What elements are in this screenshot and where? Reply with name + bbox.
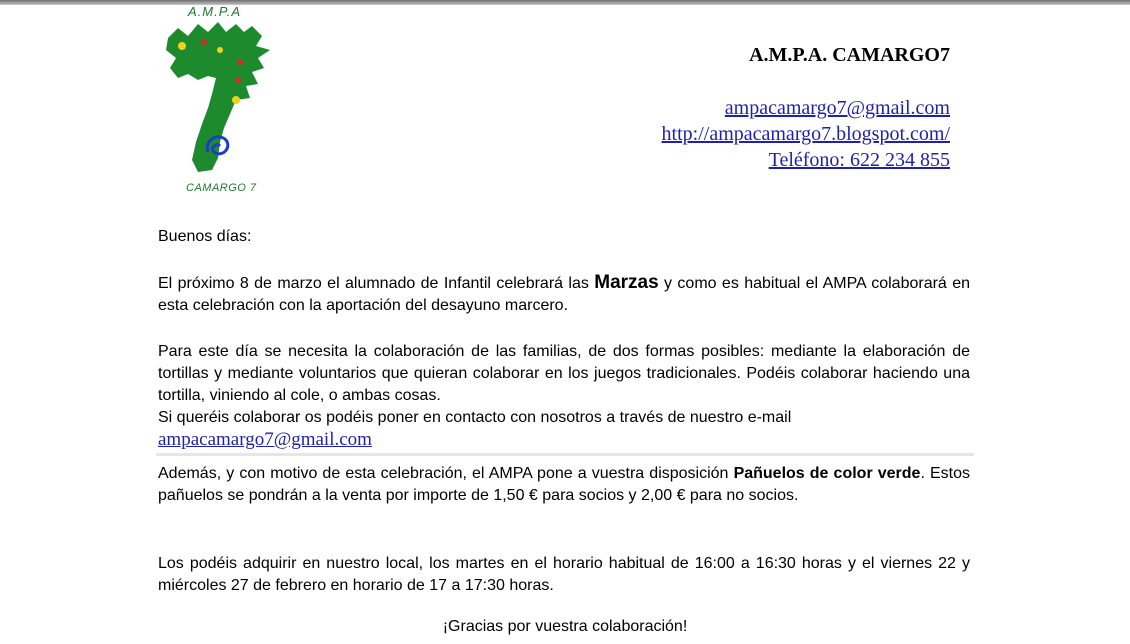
paragraph-marzas [158, 272, 970, 317]
blog-link[interactable]: http://ampacamargo7.blogspot.com/ [661, 123, 950, 145]
email-link[interactable]: ampacamargo7@gmail.com [724, 97, 950, 119]
logo-title: A.M.P.A [188, 4, 242, 19]
section-divider [156, 453, 974, 456]
organization-name: A.M.P.A. CAMARGO7 [749, 44, 950, 66]
paragraph-contact [158, 407, 970, 429]
logo-subtitle: CAMARGO 7 [186, 182, 257, 194]
paragraph-scarves [158, 463, 970, 507]
p4-text-end: . Estos pañuelos se pondrán a la venta por importe de 1,50 € para socios y 2,00 € para no socios. [158, 465, 971, 504]
p2-text: Para este día se necesita la colaboración de las familias, de dos formas posibles: mediante la elaboración de tortillas y mediante voluntarios que quieran colaborar en los juegos tradicionales. Podéis colaborar haciendo una tortilla, viniendo al cole, o ambas cosas. [158, 343, 970, 404]
scarves-highlight: Pañuelos de color verde [733, 465, 921, 482]
phone-link[interactable]: Teléfono: 622 234 855 [768, 149, 950, 171]
greeting: Buenos días: [158, 228, 252, 245]
contact-email-link[interactable]: ampacamargo7@gmail.com [158, 429, 372, 450]
paragraph-collaboration [158, 341, 970, 407]
closing-thanks: ¡Gracias por vuestra colaboración! [442, 618, 688, 635]
seven-logo-icon [160, 2, 280, 200]
p1-text-start: El próximo 8 de marzo el alumnado de Infantil celebrará las [158, 275, 595, 292]
paragraph-schedule [158, 553, 970, 597]
p4-text-start: Además, y con motivo de esta celebración, el AMPA pone a vuestra disposición [158, 465, 734, 482]
contact-header [662, 44, 950, 173]
p3-text: Si queréis colaborar os podéis poner en contacto con nosotros a través de nuestro e-mail [158, 409, 792, 426]
marzas-highlight: Marzas [594, 272, 659, 293]
ampa-logo [160, 2, 280, 200]
p1-text-end: y como es habitual el AMPA colaborará en esta celebración con la aportación del desayuno marcero. [158, 275, 971, 314]
p5-text: Los podéis adquirir en nuestro local, los martes en el horario habitual de 16:00 a 16:30 horas y el viernes 22 y miércoles 27 de febrero en horario de 17 a 17:30 horas. [158, 555, 970, 594]
